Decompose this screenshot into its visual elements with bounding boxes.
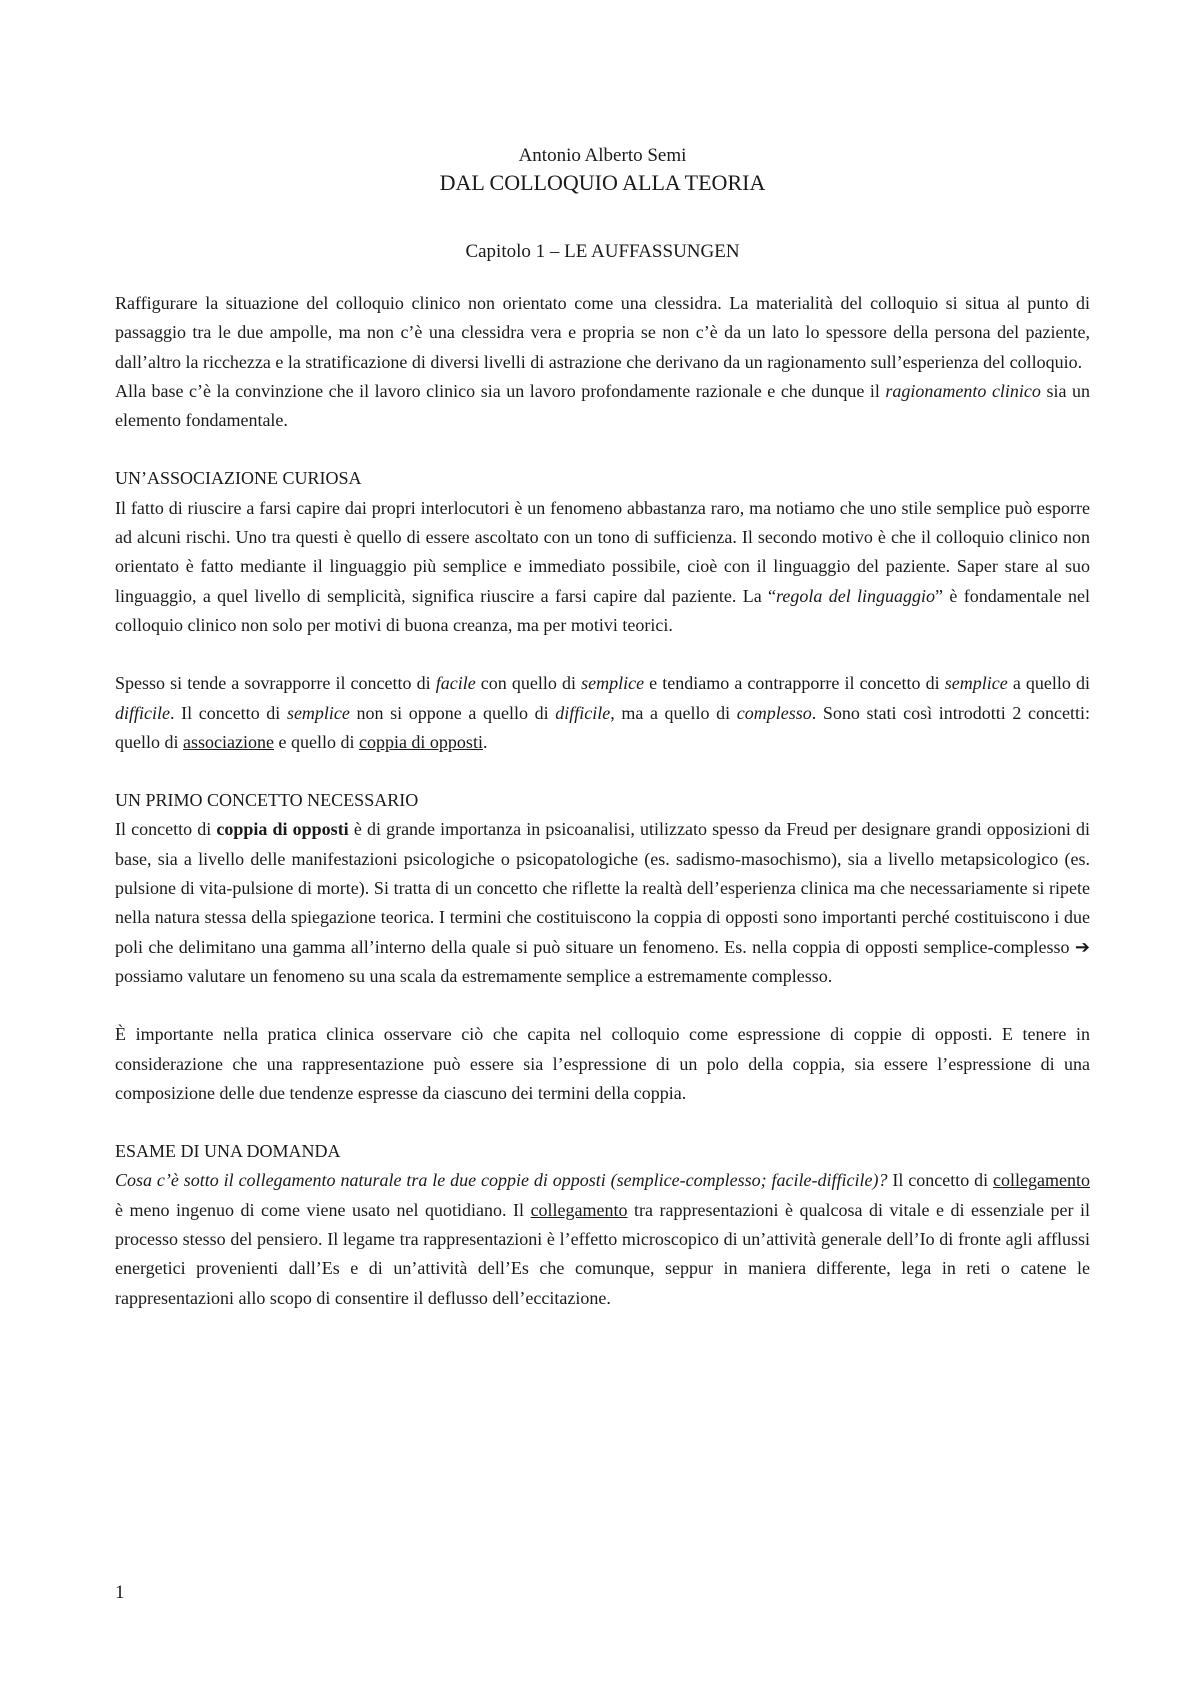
emphasis: facile (435, 673, 476, 694)
emphasis-regola-del-linguaggio: regola del linguaggio (776, 585, 936, 606)
emphasis-question: Cosa c’è sotto il collegamento naturale tra le due coppie di opposti (semplice-complesso; facile-difficile)? (115, 1170, 888, 1191)
emphasis: semplice (944, 673, 1008, 694)
section1-paragraph-1 (115, 494, 1090, 640)
text-run: . (482, 731, 488, 752)
section-heading-primo-concetto: UN PRIMO CONCETTO NECESSARIO (115, 790, 419, 811)
page-number: 1 (115, 1582, 125, 1603)
text-run: è di grande importanza in psicoanalisi, utilizzato spesso da Freud per designare grandi opposizioni di base, sia a livello delle manifestazioni psicologiche o psicopatologiche (es. sadismo-masochismo), sia a livello metapsicologico (es. pulsione di vita-pulsione di morte). Si tratta di un concetto che riflette la realtà dell’esperienza clinica ma che necessariamente si ripete nella natura stessa della spiegazione teorica. I termini che costituiscono la coppia di opposti sono importanti perché costituiscono i due poli che delimitano una gamma all’interno della quale si può situare un fenomeno. Es. nella coppia di opposti semplice-complesso (115, 819, 1090, 957)
emphasis: difficile (115, 702, 170, 723)
text-run: . Sono stati così introdotti 2 concetti: quello di (115, 702, 1090, 752)
underlined-associazione: associazione (183, 731, 274, 752)
text-run: Alla base c’è la convinzione che il lavoro clinico sia un lavoro profondamente razionale e che dunque il (115, 380, 886, 401)
text-run: . Il concetto di (169, 702, 287, 723)
emphasis: difficile (555, 702, 611, 723)
emphasis: semplice (286, 702, 350, 723)
section2-paragraph-2: È importante nella pratica clinica osservare ciò che capita nel colloquio come espressione di coppie di opposti. E tenere in considerazione che una rappresentazione può essere sia l’espressione di un polo della coppia, sia essere l’espressione di una composizione delle due tendenze espresse da ciascuno dei termini della coppia. (115, 1024, 1090, 1103)
text-run: è meno ingenuo di come viene usato nel quotidiano. Il (115, 1199, 531, 1220)
emphasis: complesso (736, 702, 812, 723)
section3-paragraph-1 (115, 1166, 1090, 1312)
underlined-collegamento: collegamento (993, 1170, 1090, 1191)
underlined-coppia-di-opposti: coppia di opposti (358, 731, 483, 752)
section1-paragraph-2 (115, 669, 1090, 757)
text-run: sia un elemento fondamentale. (115, 380, 1090, 431)
text-run: a quello di (1007, 673, 1090, 694)
document-page (115, 143, 1090, 1313)
book-title: DAL COLLOQUIO ALLA TEORIA (439, 170, 766, 195)
text-run: Il fatto di riuscire a farsi capire dai propri interlocutori è un fenomeno abbastanza raro, ma notiamo che uno stile semplice può esporre ad alcuni rischi. Uno tra questi è quello di essere ascoltato con un tono di sufficienza. Il secondo motivo è che il colloquio clinico non orientato è fatto mediante il linguaggio più semplice e immediato possibile, cioè con il linguaggio del paziente. Saper stare al suo linguaggio, a quel livello di semplicità, significa riuscire a farsi capire dal paziente. La “ (115, 497, 1090, 606)
arrow-right-icon: ➔ (1074, 936, 1090, 957)
section-heading-esame-domanda: ESAME DI UNA DOMANDA (115, 1141, 341, 1162)
intro-paragraph-2 (115, 377, 1090, 436)
text-run: e tendiamo a contrapporre il concetto di (644, 673, 945, 694)
emphasis-ragionamento-clinico: ragionamento clinico (885, 380, 1041, 401)
chapter-title: Capitolo 1 – LE AUFFASSUNGEN (465, 241, 740, 262)
bold-coppia-di-opposti: coppia di opposti (216, 819, 349, 840)
text-run: ” è fondamentale nel colloquio clinico non solo per motivi di buona creanza, ma per motivi teorici. (115, 585, 1090, 635)
author-name: Antonio Alberto Semi (518, 145, 687, 166)
intro-paragraph-1: Raffigurare la situazione del colloquio clinico non orientato come una clessidra. La materialità del colloquio si situa al punto di passaggio tra le due ampolle, ma non c’è una clessidra vera e propria se non c’è da un lato lo spessore della persona del paziente, dall’altro la ricchezza e la stratificazione di diversi livelli di astrazione che derivano da un ragionamento sull’esperienza del colloquio. (115, 293, 1090, 372)
text-run: e quello di (273, 731, 359, 752)
text-run: Spesso si tende a sovrapporre il concetto di (115, 673, 436, 694)
text-run: possiamo valutare un fenomeno su una scala da estremamente semplice a estremamente complesso. (115, 965, 833, 986)
text-run: , ma a quello di (610, 702, 737, 723)
text-run: tra rappresentazioni è qualcosa di vitale e di essenziale per il processo stesso del pensiero. Il legame tra rappresentazioni è l’effetto microscopico di un’attività generale dell’Io di fronte agli afflussi energetici provenienti dall’Es e di un’attività dell’Es che comunque, seppur in maniera differente, lega in reti o catene le rappresentazioni allo scopo di consentire il deflusso dell’eccitazione. (115, 1199, 1091, 1308)
emphasis: semplice (581, 673, 645, 694)
section2-paragraph-1 (115, 815, 1090, 991)
text-run: Il concetto di (887, 1170, 994, 1191)
section-heading-associazione: UN’ASSOCIAZIONE CURIOSA (115, 468, 362, 489)
text-run: Il concetto di (115, 819, 217, 840)
underlined-collegamento: collegamento (530, 1199, 628, 1220)
text-run: con quello di (475, 673, 582, 694)
text-run: non si oppone a quello di (349, 702, 556, 723)
